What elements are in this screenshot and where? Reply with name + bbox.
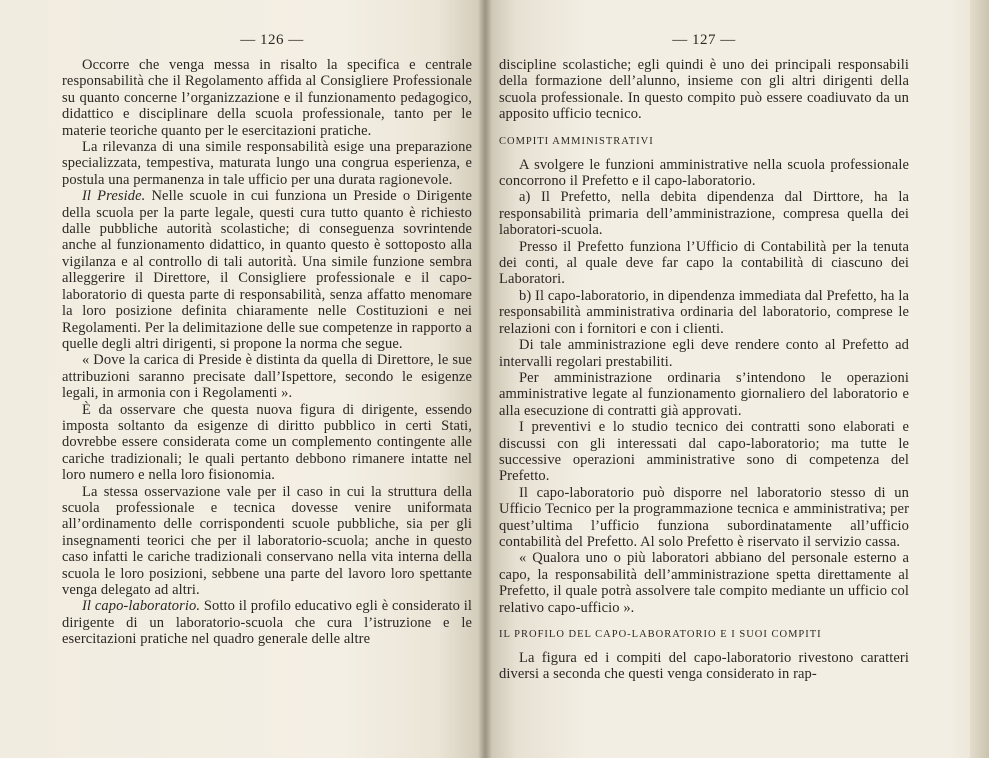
left-page (0, 0, 486, 758)
page-number-right: — 127 — (672, 32, 736, 48)
paragraph: Occorre che venga messa in risalto la specifica e centrale responsabilità che il Regolamento affida al Consigliere Professionale su quanto concerne l’organizzazione e il funzionamento pedagogico, didattico e disciplinare della scuola professionale, tanto per le materie teoriche quanto per le esercitazioni pratiche. (62, 57, 472, 139)
paragraph: È da osservare che questa nuova figura di dirigente, essendo imposta soltanto da esigenze di diritto pubblico in certi Stati, dovrebbe essere considerata come un complemento contingente alle cariche tradizionali; le quali pertanto debbono rimanere intatte nel loro numero e nella loro fisionomia. (62, 401, 472, 484)
capo-text: Sotto il profilo educativo egli è considerato il dirigente di un laboratorio-scuola che cura l’istruzione e le esercitazioni pratiche nel quadro generale delle altre (62, 598, 472, 648)
paragraph: Di tale amministrazione egli deve rendere conto al Prefetto ad intervalli regolari prestabiliti. (499, 337, 909, 370)
continuation-paragraph: discipline scolastiche; egli quindi è uno dei principali responsabili della formazione dell’alunno, insieme con gli altri dirigenti della scuola professionale. In questo compito può essere coadiuvato da un apposito ufficio tecnico. (499, 57, 909, 123)
capo-lead: Il capo-laboratorio. (82, 598, 201, 615)
paragraph: La figura ed i compiti del capo-laboratorio rivestono caratteri diversi a seconda che questi venga considerato in rap- (499, 650, 909, 683)
paragraph: La rilevanza di una simile responsabilità esige una preparazione specializzata, tempestiva, maturata lungo una congrua esperienza, e postula una permanenza in tale ufficio per una durata ragionevole. (62, 139, 472, 188)
paragraph: Presso il Prefetto funziona l’Ufficio di Contabilità per la tenuta dei conti, al quale deve far capo la contabilità di ciascuno dei Laboratori. (499, 238, 909, 288)
section-heading: IL PROFILO DEL CAPO-LABORATORIO E I SUOI COMPITI (499, 629, 822, 640)
paragraph: « Qualora uno o più laboratori abbiano del personale esterno a capo, la responsabilità dell’amministrazione spetta direttamente al Prefetto, il quale potrà assolvere tale compito mediante un ufficio col relativo capo-ufficio ». (499, 550, 909, 616)
paragraph: A svolgere le funzioni amministrative nella scuola professionale concorrono il Prefetto e il capo-laboratorio. (499, 156, 909, 190)
capo-paragraph (62, 598, 472, 647)
paragraph: « Dove la carica di Preside è distinta da quella di Direttore, le sue attribuzioni saranno precisate dall’Ispettore, secondo le esigenze legali, in armonia con i Regolamenti ». (62, 352, 472, 402)
book-gutter (478, 0, 492, 758)
preside-lead: Il Preside. (82, 188, 146, 205)
paragraph: Il capo-laboratorio può disporre nel laboratorio stesso di un Ufficio Tecnico per la programmazione tecnica e amministrativa; per quest’ultima l’ufficio funziona subordinatamente all’ufficio contabilità del Prefetto. Al solo Prefetto è riservato il servizio cassa. (499, 484, 909, 550)
right-page-body (499, 57, 909, 683)
paragraph: Per amministrazione ordinaria s’intendono le operazioni amministrative legate al funzionamento giornaliero del laboratorio e alla esecuzione di contratti già approvati. (499, 369, 909, 419)
paragraph: La stessa osservazione vale per il caso in cui la struttura della scuola professionale e tecnica dovesse venire uniformata all’ordinamento delle corrispondenti scuole pubbliche, sia per gli insegnamenti teorici che per il laboratorio-scuola; anche in questo caso infatti le cariche tradizionali conservano nella vita interna della scuola le loro posizioni, sebbene una parte del lavoro loro spettante venga delegato ad altri. (62, 483, 472, 598)
page-edge (970, 0, 989, 758)
left-page-body (62, 57, 472, 648)
paragraph: I preventivi e lo studio tecnico dei contratti sono elaborati e discussi con gli interessati dal capo-laboratorio; ma tutte le successive operazioni amministrative sono di competenza del Prefetto. (499, 419, 909, 485)
paragraph: b) Il capo-laboratorio, in dipendenza immediata dal Prefetto, ha la responsabilità amministrativa ordinaria del laboratorio, comprese le relazioni con i fornitori e con i clienti. (499, 287, 909, 337)
right-page (486, 0, 989, 758)
preside-text: Nelle scuole in cui funziona un Preside o Dirigente della scuola per la parte legale, questi cura tutto quanto è richiesto dalle pubbliche autorità scolastiche; di conseguenza sovrintende anche al funzionamento didattico, in quanto questo è sottoposto alla vigilanza e al controllo di tali autorità. Una simile funzione sembra alleggerire il Direttore, il Consigliere professionale e il capo-laboratorio di questa parte di responsabilità, senza affatto menomare la loro posizione definita chiaramente nelle Costituzioni e nei Regolamenti. Per la delimitazione delle sue competenze in rapporto a quelle degli altri dirigenti, si propone la norma che segue. (62, 188, 473, 352)
page-number-left: — 126 — (240, 32, 304, 48)
preside-paragraph (62, 188, 472, 352)
section-heading: COMPITI AMMINISTRATIVI (499, 135, 654, 147)
paragraph: a) Il Prefetto, nella debita dipendenza dal Dirttore, ha la responsabilità primaria dell’amministrazione, compresa quella dei laboratori-scuola. (499, 189, 909, 239)
